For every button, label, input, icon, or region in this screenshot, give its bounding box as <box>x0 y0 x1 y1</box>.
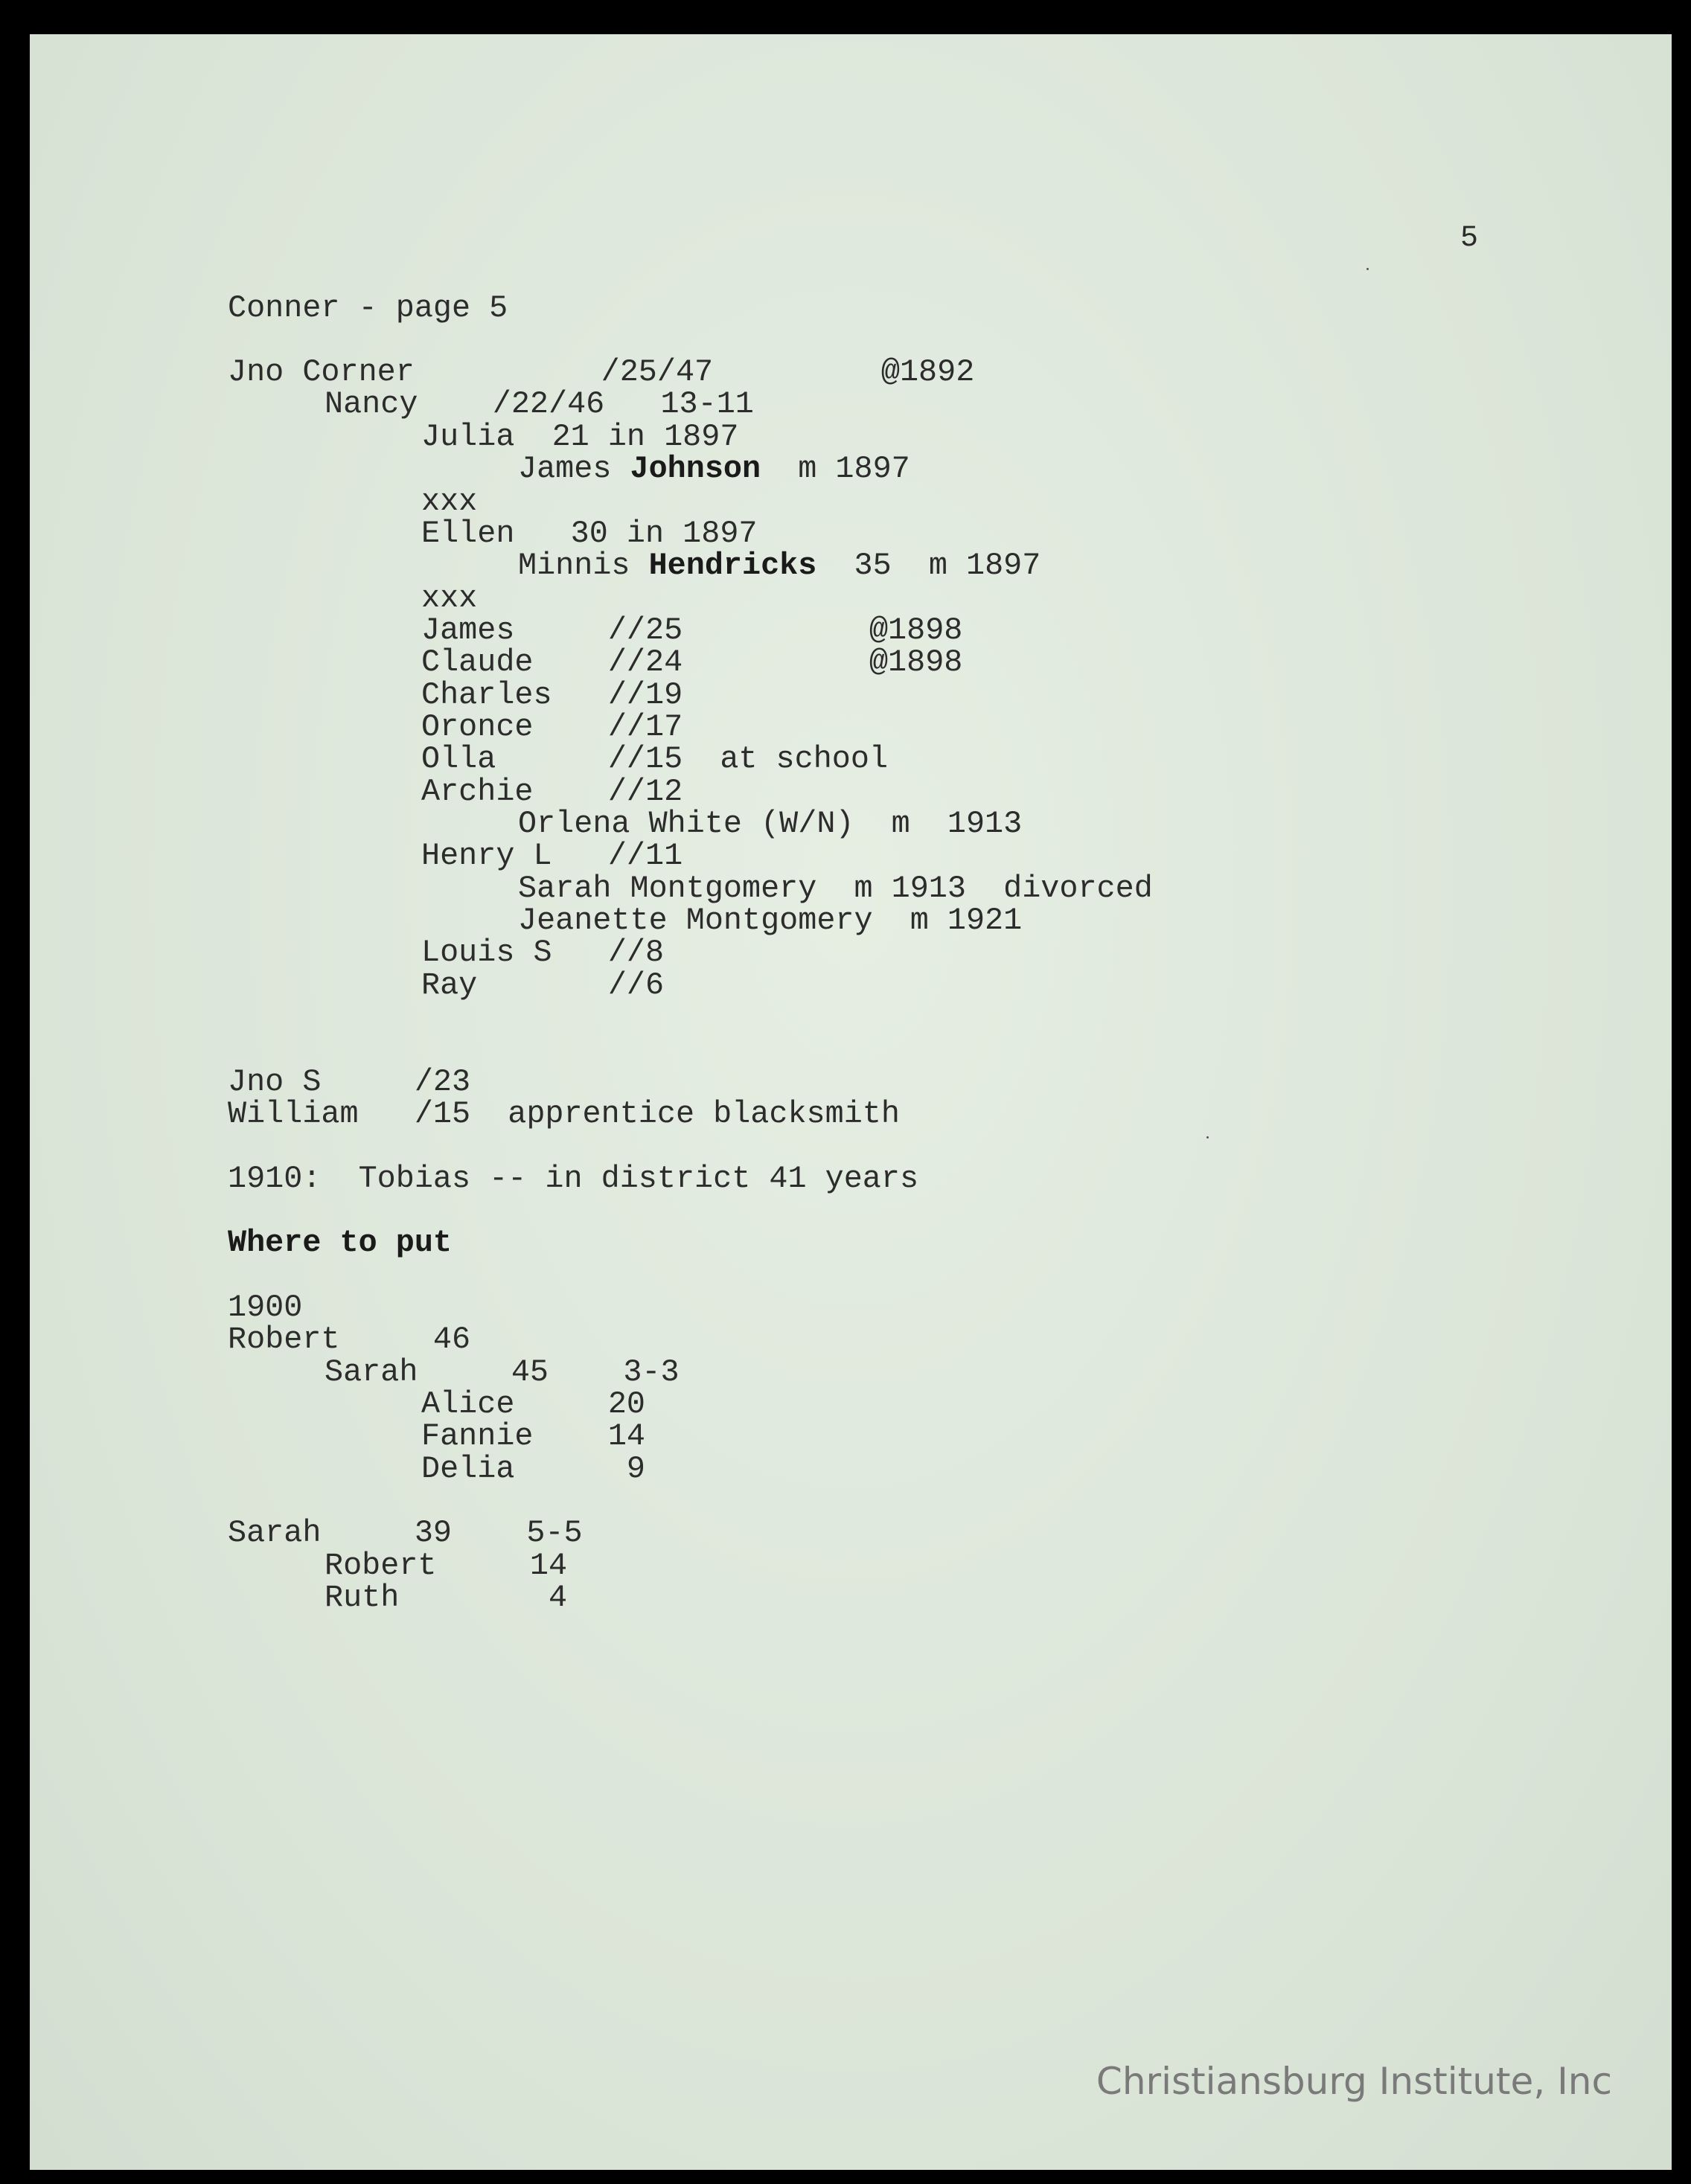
record-line: James //25 @1898 <box>421 612 963 648</box>
record-line: Archie //12 <box>421 774 683 810</box>
paper-speck <box>1366 268 1369 270</box>
page-heading: Conner - page 5 <box>228 290 508 326</box>
record-line: 1900 <box>228 1290 303 1325</box>
record-line: Fannie 14 <box>421 1418 645 1454</box>
record-line: Alice 20 <box>421 1386 645 1422</box>
record-line: Sarah Montgomery m 1913 divorced <box>518 871 1153 906</box>
record-line: William /15 apprentice blacksmith <box>228 1096 900 1132</box>
record-line: Oronce //17 <box>421 709 683 745</box>
section-heading: Where to put <box>228 1225 452 1261</box>
surname-bold: Hendricks <box>648 548 817 583</box>
watermark: Christiansburg Institute, Inc <box>1096 2060 1612 2103</box>
record-line: Ellen 30 in 1897 <box>421 516 758 551</box>
record-line: Ray //6 <box>421 967 665 1003</box>
record-line: Sarah 39 5-5 <box>228 1515 583 1551</box>
record-line: Ruth 4 <box>325 1580 568 1615</box>
surname-bold: Johnson <box>630 451 761 487</box>
record-line: Jno Corner /25/47 @1892 <box>228 354 975 390</box>
record-line: Julia 21 in 1897 <box>421 419 739 455</box>
record-line: Charles //19 <box>421 677 683 713</box>
record-line: Louis S //8 <box>421 935 665 970</box>
record-line: Robert 14 <box>325 1548 568 1583</box>
record-line: Jeanette Montgomery m 1921 <box>518 903 1023 938</box>
record-line: Nancy /22/46 13-11 <box>325 386 754 422</box>
record-line: 1910: Tobias -- in district 41 years <box>228 1161 919 1197</box>
page-number: 5 <box>1460 222 1479 255</box>
record-line: Jno S /23 <box>228 1064 471 1100</box>
record-line: Henry L //11 <box>421 838 683 874</box>
record-line: Orlena White (W/N) m 1913 <box>518 806 1023 842</box>
record-line: James Johnson m 1897 <box>518 451 910 487</box>
record-line: Sarah 45 3-3 <box>325 1354 680 1390</box>
record-line: xxx <box>421 580 478 616</box>
record-line: Claude //24 @1898 <box>421 644 963 680</box>
record-line: Delia 9 <box>421 1451 645 1487</box>
paper-speck <box>1206 1136 1209 1139</box>
record-line: xxx <box>421 484 478 519</box>
record-line: Minnis Hendricks 35 m 1897 <box>518 548 1041 583</box>
record-line: Robert 46 <box>228 1322 471 1357</box>
record-line: Olla //15 at school <box>421 741 889 777</box>
